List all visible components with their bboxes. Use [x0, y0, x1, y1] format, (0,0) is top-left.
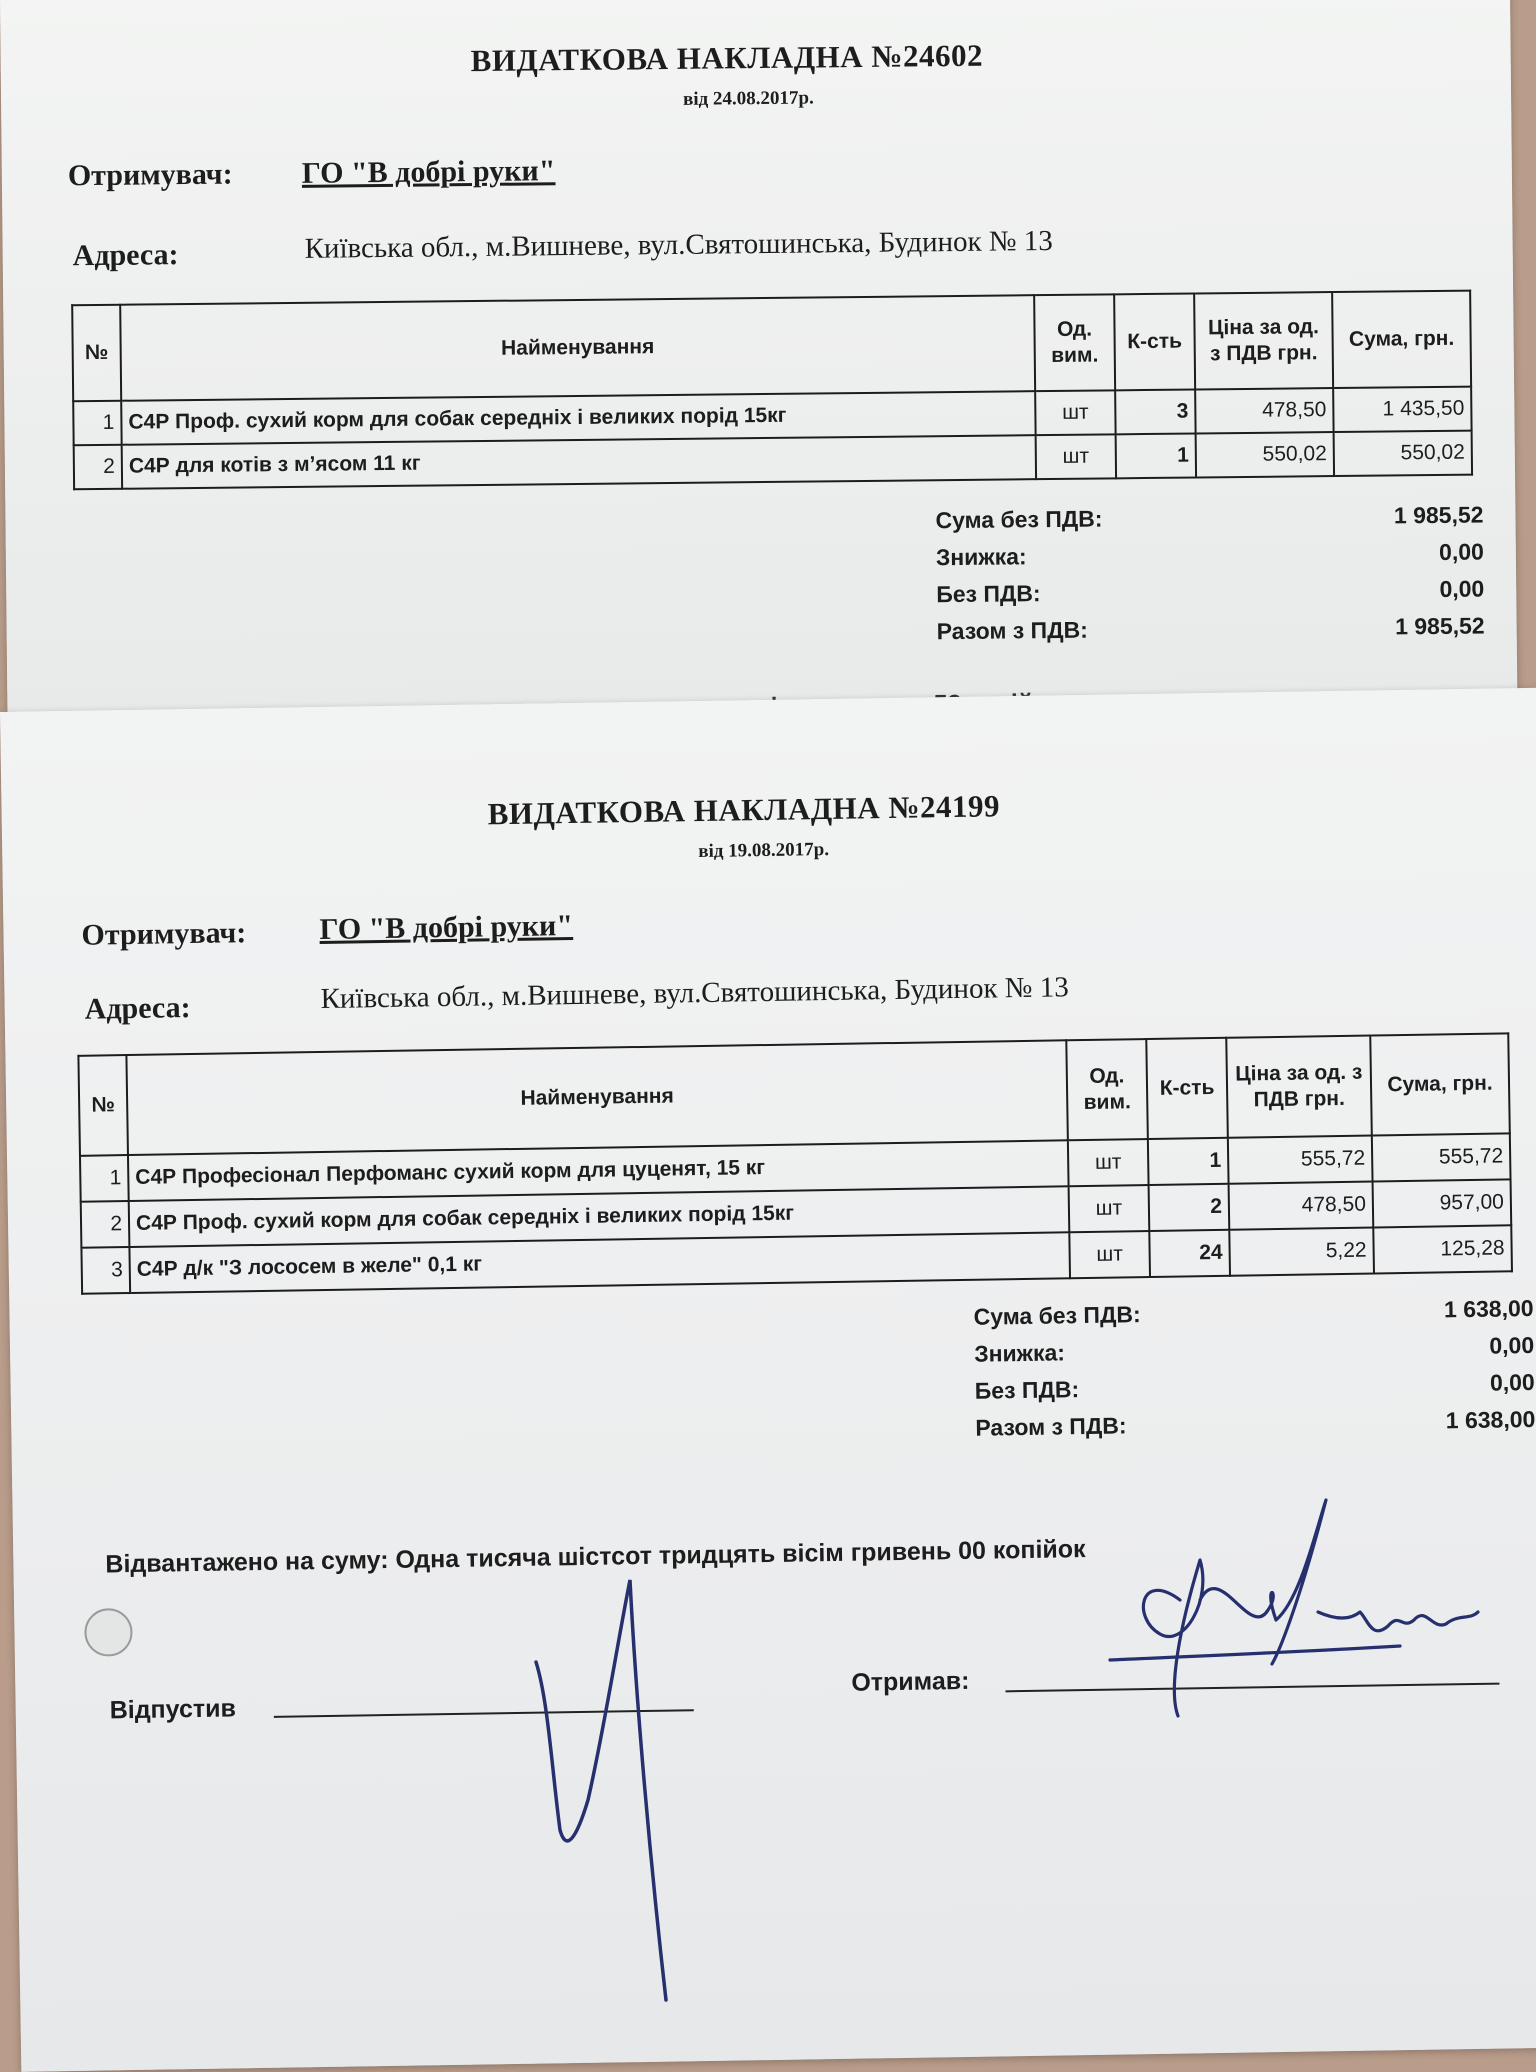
col-header-qty: К-сть: [1114, 294, 1195, 391]
totals-value: 0,00: [1489, 1331, 1535, 1359]
totals-label: Сума без ПДВ:: [935, 505, 1103, 534]
totals-value: 1 638,00: [1445, 1405, 1536, 1434]
shipped-amount-text: Відвантажено на суму: Одна тисяча шістсот тридцять вісім гривень 00 копійок: [105, 1535, 1086, 1579]
released-by-label: Відпустив: [109, 1694, 237, 1725]
totals-label: Без ПДВ:: [936, 580, 1041, 608]
totals-value: 0,00: [1438, 538, 1484, 565]
totals-label: Сума без ПДВ:: [973, 1301, 1141, 1330]
row-unit: шт: [1069, 1185, 1150, 1232]
invoice-sheet-top: [0, 0, 1518, 730]
col-header-number: №: [78, 1055, 128, 1156]
row-number: 1: [80, 1155, 129, 1202]
totals-label: Разом з ПДВ:: [975, 1412, 1127, 1441]
row-qty: 3: [1115, 390, 1195, 435]
row-sum: 957,00: [1373, 1179, 1512, 1227]
row-qty: 1: [1116, 434, 1196, 479]
col-header-price: Ціна за од. з ПДВ грн.: [1194, 292, 1333, 389]
row-number: 1: [73, 401, 121, 446]
recipient-name: ГО "В добрі руки": [301, 154, 556, 190]
recipient-name: ГО "В добрі руки": [319, 909, 574, 947]
recipient-label: Отримувач:: [81, 916, 247, 952]
released-by-signature-line: [274, 1709, 694, 1718]
row-sum: 1 435,50: [1333, 387, 1471, 432]
address-label: Адреса:: [72, 238, 179, 273]
row-qty: 1: [1148, 1138, 1229, 1185]
totals-row: [936, 570, 1484, 613]
totals-value: 1 638,00: [1443, 1294, 1534, 1323]
row-qty: 2: [1149, 1184, 1230, 1231]
row-number: 2: [74, 445, 122, 490]
received-by-label: Отримав:: [851, 1666, 970, 1697]
row-name: С4Р Професіонал Перфоманс сухий корм для цуценят, 15 кг: [128, 1140, 1069, 1201]
row-price: 550,02: [1196, 432, 1334, 477]
totals-row: [935, 496, 1483, 539]
row-unit: шт: [1036, 434, 1116, 479]
col-header-name: Найменування: [120, 295, 1035, 401]
address-label: Адреса:: [84, 991, 191, 1026]
row-price: 5,22: [1229, 1227, 1374, 1275]
row-sum: 555,72: [1372, 1133, 1511, 1181]
totals-value: 0,00: [1489, 1368, 1535, 1396]
col-header-sum: Сума, грн.: [1332, 291, 1471, 388]
received-by-signature-line: [1005, 1683, 1499, 1693]
items-table: [77, 1032, 1513, 1294]
totals-value: 0,00: [1439, 575, 1485, 602]
row-name: С4Р Проф. сухий корм для собак середніх і великих порід 15кг: [129, 1186, 1070, 1247]
row-price: 478,50: [1195, 388, 1333, 433]
totals-label: Знижка:: [973, 1339, 1066, 1367]
invoice-date: від 19.08.2017р.: [698, 838, 830, 863]
col-header-qty: К-сть: [1146, 1038, 1228, 1139]
totals-value: 1 985,52: [1393, 501, 1484, 529]
col-header-unit: Од. вим.: [1034, 294, 1115, 391]
recipient-label: Отримувач:: [67, 157, 233, 193]
totals-label: Разом з ПДВ:: [936, 616, 1088, 645]
row-price: 478,50: [1229, 1181, 1374, 1229]
row-name: С4Р Проф. сухий корм для собак середніх і великих порід 15кг: [121, 391, 1035, 445]
row-name: С4Р для котів з м’ясом 11 кг: [122, 435, 1036, 489]
row-sum: 125,28: [1373, 1225, 1512, 1273]
row-sum: 550,02: [1334, 431, 1472, 476]
col-header-name: Найменування: [126, 1040, 1067, 1155]
totals-block: [935, 496, 1485, 650]
totals-label: Без ПДВ:: [974, 1376, 1080, 1404]
col-header-unit: Од. вим.: [1066, 1039, 1148, 1140]
totals-block: [973, 1290, 1535, 1447]
invoice-title: ВИДАТКОВА НАКЛАДНА №24199: [487, 788, 1001, 832]
row-name: С4Р д/к "З лососем в желе" 0,1 кг: [129, 1232, 1070, 1293]
totals-row: [975, 1401, 1536, 1447]
address-value: Київська обл., м.Вишневе, вул.Святошинська, Будинок № 13: [320, 971, 1069, 1015]
col-header-price: Ціна за од. з ПДВ грн.: [1226, 1036, 1372, 1138]
col-header-number: №: [72, 305, 121, 401]
totals-row: [936, 607, 1484, 650]
invoice-title: ВИДАТКОВА НАКЛАДНА №24602: [470, 37, 984, 79]
table-header-row: [72, 291, 1471, 402]
row-unit: шт: [1035, 390, 1115, 435]
row-price: 555,72: [1228, 1136, 1373, 1184]
totals-label: Знижка:: [935, 543, 1027, 571]
invoice-sheet-bottom: [0, 687, 1536, 2071]
col-header-sum: Сума, грн.: [1370, 1033, 1510, 1135]
row-number: 3: [81, 1247, 130, 1294]
row-unit: шт: [1068, 1139, 1149, 1186]
row-number: 2: [81, 1201, 130, 1248]
row-qty: 24: [1149, 1230, 1230, 1277]
invoice-date: від 24.08.2017р.: [682, 87, 814, 110]
punch-hole: [84, 1608, 133, 1657]
address-value: Київська обл., м.Вишневе, вул.Святошинська, Будинок № 13: [304, 224, 1053, 265]
items-table: [71, 290, 1473, 491]
totals-row: [936, 533, 1484, 576]
row-unit: шт: [1069, 1231, 1150, 1278]
totals-value: 1 985,52: [1394, 612, 1485, 640]
